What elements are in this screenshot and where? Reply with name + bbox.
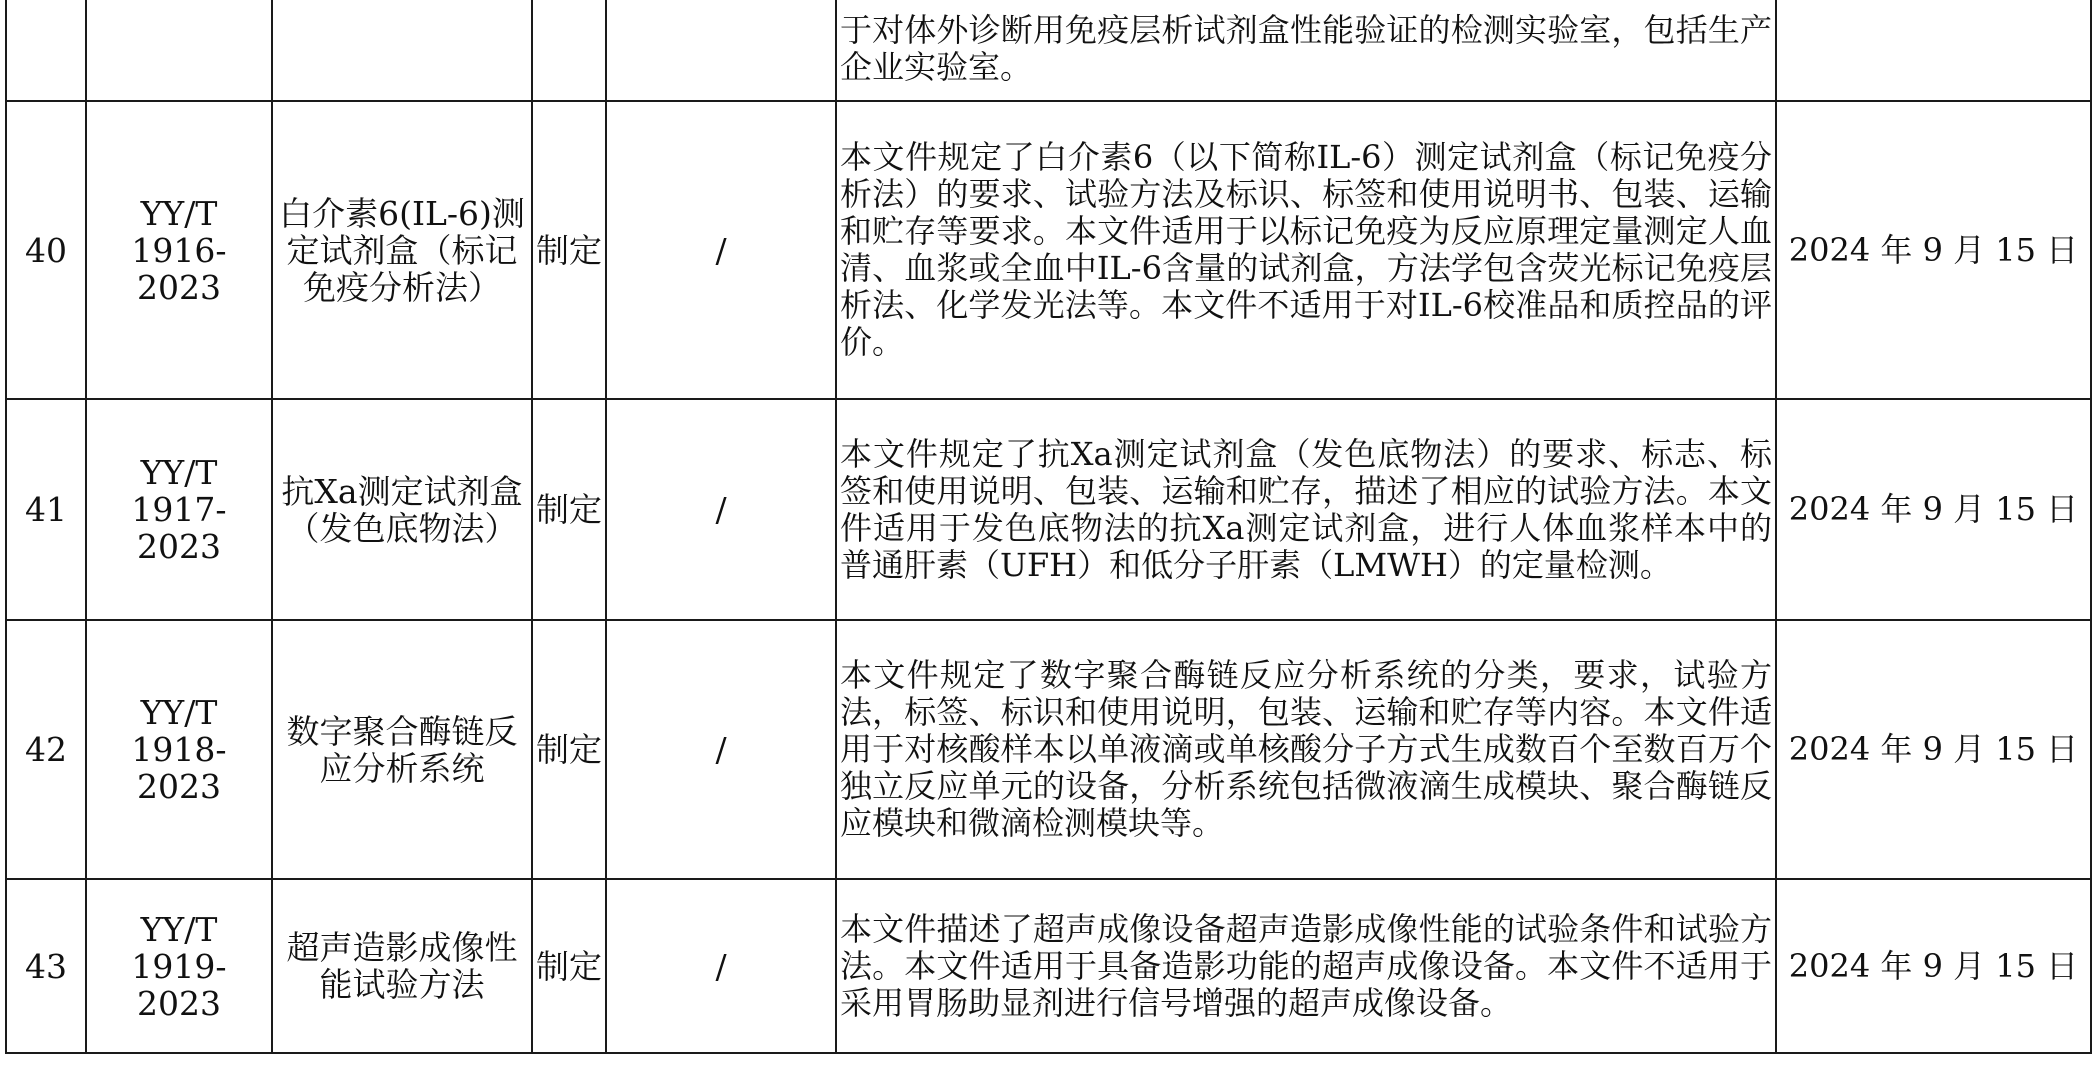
standard-code: YY/T 1917-2023 — [86, 399, 272, 620]
replaced-standard: / — [606, 879, 836, 1053]
row-index: 42 — [6, 620, 86, 879]
standard-type: 制定 — [532, 879, 606, 1053]
table-row — [6, 101, 2091, 399]
replaced-standard: / — [606, 101, 836, 399]
replaced-standard: / — [606, 620, 836, 879]
table-row — [6, 620, 2091, 879]
table-row — [6, 399, 2091, 620]
standard-name: 数字聚合酶链反应分析系统 — [272, 620, 532, 879]
replaced-standard: / — [606, 399, 836, 620]
standard-name: 白介素6(IL-6)测定试剂盒（标记免疫分析法） — [272, 101, 532, 399]
standard-code: YY/T 1916-2023 — [86, 101, 272, 399]
implementation-date: 2024 年 9 月 15 日 — [1776, 101, 2091, 399]
implementation-date: 2024 年 9 月 15 日 — [1776, 620, 2091, 879]
standard-description: 本文件规定了白介素6（以下简称IL-6）测定试剂盒（标记免疫分析法）的要求、试验方法及标识、标签和使用说明书、包装、运输和贮存等要求。本文件适用于以标记免疫为反应原理定量测定人血清、血浆或全血中IL-6含量的试剂盒，方法学包含荧光标记免疫层析法、化学发光法等。本文件不适用于对IL-6校准品和质控品的评价。 — [836, 101, 1776, 399]
implementation-date: 2024 年 9 月 15 日 — [1776, 879, 2091, 1053]
standard-description: 于对体外诊断用免疫层析试剂盒性能验证的检测实验室，包括生产企业实验室。 — [836, 0, 1776, 101]
table-row — [6, 0, 2091, 101]
standards-table — [5, 0, 2092, 1054]
standard-name: 超声造影成像性能试验方法 — [272, 879, 532, 1053]
implementation-date: 2024 年 9 月 15 日 — [1776, 399, 2091, 620]
row-index: 41 — [6, 399, 86, 620]
standard-code — [86, 0, 272, 101]
standard-type — [532, 0, 606, 101]
implementation-date — [1776, 0, 2091, 101]
replaced-standard — [606, 0, 836, 101]
standard-description: 本文件规定了数字聚合酶链反应分析系统的分类，要求，试验方法，标签、标识和使用说明，包装、运输和贮存等内容。本文件适用于对核酸样本以单液滴或单核酸分子方式生成数百个至数百万个独立反应单元的设备，分析系统包括微液滴生成模块、聚合酶链反应模块和微滴检测模块等。 — [836, 620, 1776, 879]
standard-type: 制定 — [532, 620, 606, 879]
table-row — [6, 879, 2091, 1053]
standard-name — [272, 0, 532, 101]
standard-type: 制定 — [532, 399, 606, 620]
standard-description: 本文件描述了超声成像设备超声造影成像性能的试验条件和试验方法。本文件适用于具备造影功能的超声成像设备。本文件不适用于采用胃肠助显剂进行信号增强的超声成像设备。 — [836, 879, 1776, 1053]
row-index — [6, 0, 86, 101]
row-index: 43 — [6, 879, 86, 1053]
row-index: 40 — [6, 101, 86, 399]
standard-code: YY/T 1919-2023 — [86, 879, 272, 1053]
standard-name: 抗Xa测定试剂盒（发色底物法） — [272, 399, 532, 620]
standard-code: YY/T 1918-2023 — [86, 620, 272, 879]
standard-description: 本文件规定了抗Xa测定试剂盒（发色底物法）的要求、标志、标签和使用说明、包装、运输和贮存，描述了相应的试验方法。本文件适用于发色底物法的抗Xa测定试剂盒，进行人体血浆样本中的普通肝素（UFH）和低分子肝素（LMWH）的定量检测。 — [836, 399, 1776, 620]
standard-type: 制定 — [532, 101, 606, 399]
